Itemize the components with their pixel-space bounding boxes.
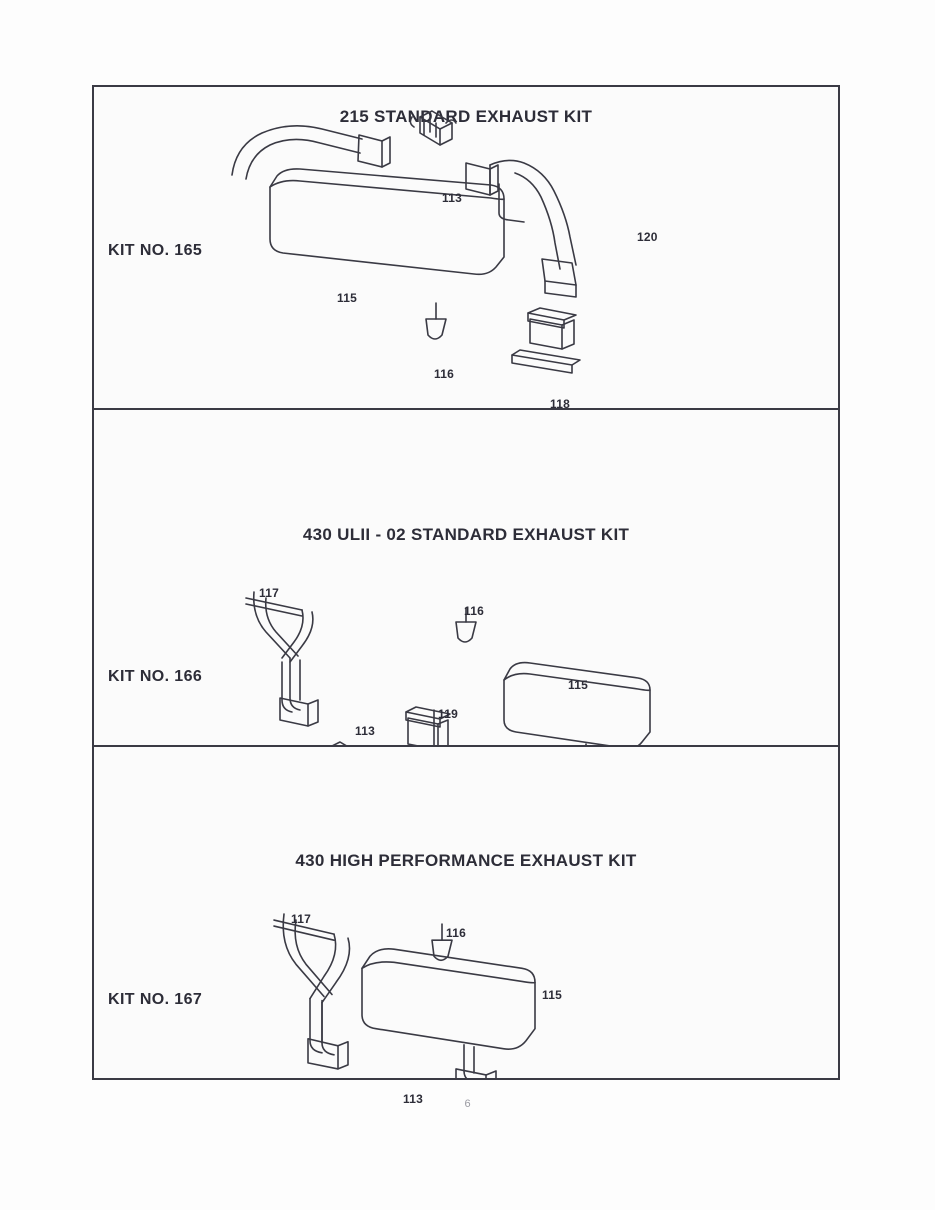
exhaust-diagram-167 bbox=[94, 747, 838, 1080]
panel-title-167: 430 HIGH PERFORMANCE EXHAUST KIT bbox=[295, 851, 637, 870]
callout-117: 117 bbox=[291, 912, 311, 926]
panel-title-166: 430 ULII - 02 STANDARD EXHAUST KIT bbox=[302, 525, 630, 544]
panel-kit-165 bbox=[94, 87, 838, 410]
kit-number-167: KIT NO. 167 bbox=[108, 991, 203, 1008]
callout-117: 117 bbox=[259, 586, 279, 600]
callout-120: 120 bbox=[637, 230, 658, 244]
callout-118: 118 bbox=[550, 397, 570, 411]
kit-number-165: KIT NO. 165 bbox=[108, 242, 203, 259]
callout-115: 115 bbox=[542, 988, 562, 1002]
callout-116: 116 bbox=[446, 926, 466, 940]
panel-kit-167 bbox=[94, 747, 838, 1106]
callout-116: 116 bbox=[464, 604, 484, 618]
callout-113: 113 bbox=[442, 191, 462, 205]
callout-113: 113 bbox=[355, 724, 375, 738]
exhaust-diagram-166 bbox=[94, 410, 838, 745]
callout-115: 115 bbox=[568, 678, 588, 692]
kit-number-166: KIT NO. 166 bbox=[108, 668, 203, 685]
callout-119: 119 bbox=[438, 707, 458, 721]
panel-title-165: 215 STANDARD EXHAUST KIT bbox=[339, 107, 593, 126]
panel-kit-166 bbox=[94, 410, 838, 747]
callout-116: 116 bbox=[434, 367, 454, 381]
callout-115: 115 bbox=[337, 291, 357, 305]
page-number: 6 bbox=[464, 1098, 471, 1110]
exhaust-diagram-165 bbox=[94, 87, 838, 408]
exhaust-kit-sheet bbox=[92, 85, 840, 1106]
callout-113: 113 bbox=[403, 1092, 423, 1106]
